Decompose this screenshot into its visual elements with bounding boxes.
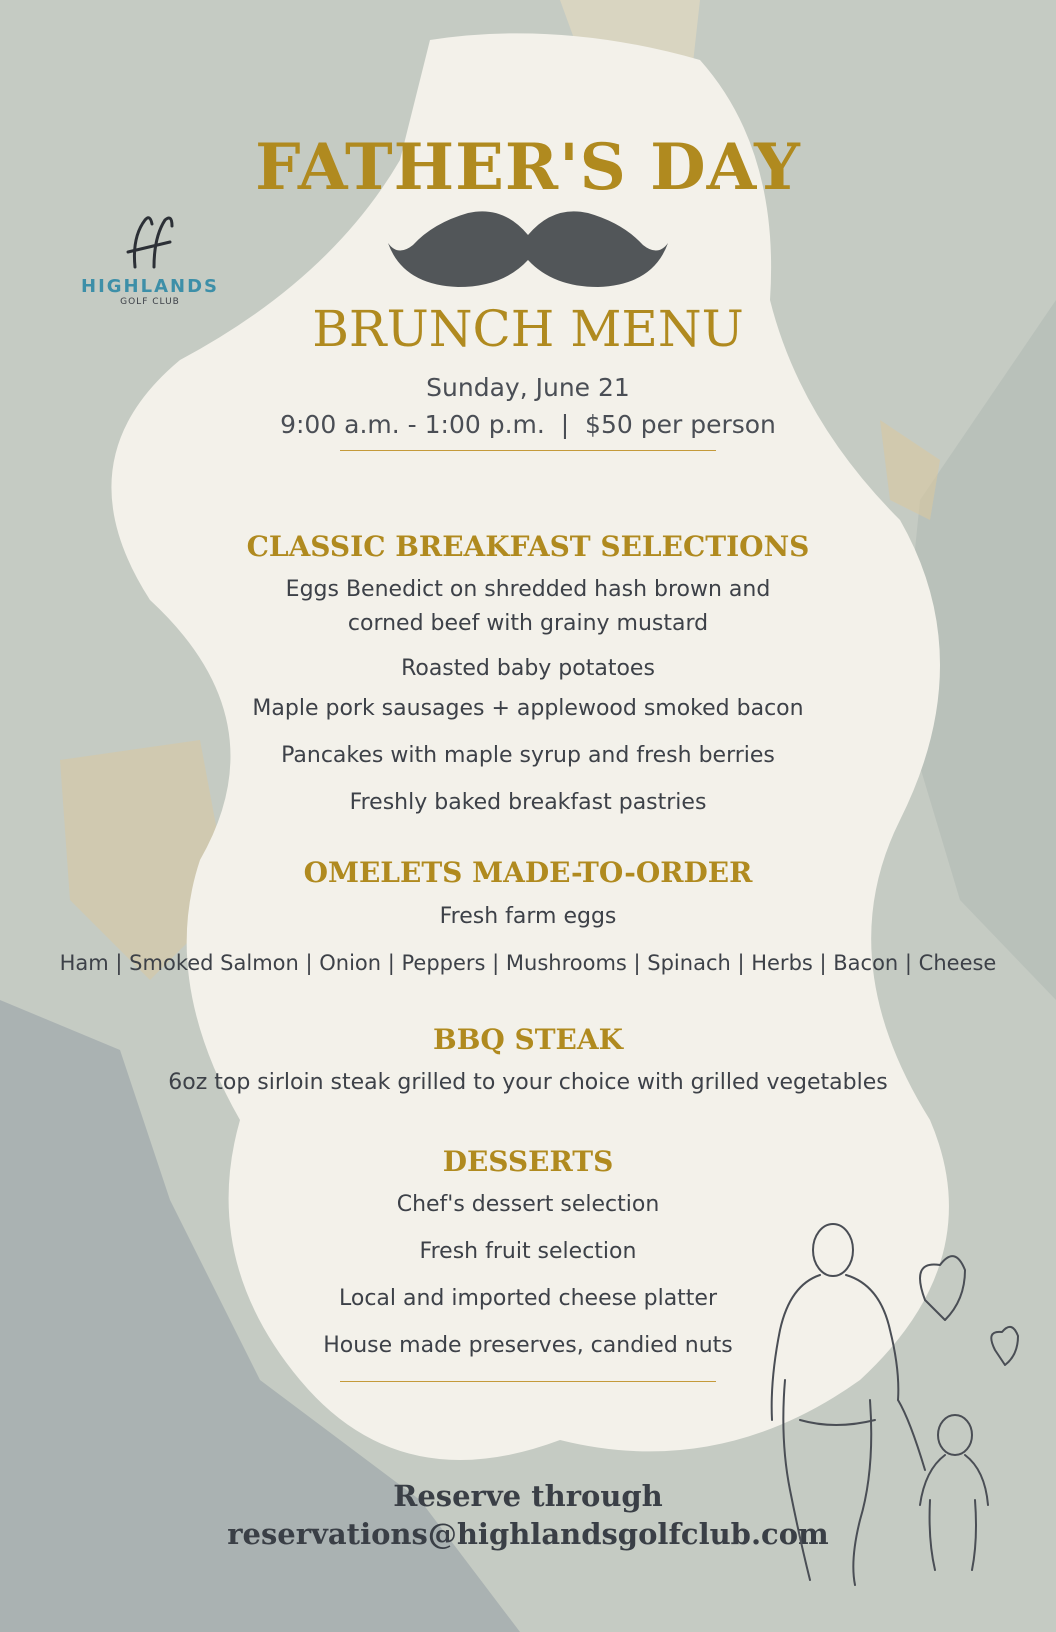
event-date: Sunday, June 21: [426, 373, 630, 402]
section-title: BBQ STEAK: [433, 1023, 623, 1056]
menu-item: Local and imported cheese platter: [338, 1286, 718, 1311]
menu-item: 6oz top sirloin steak grilled to your choice with grilled vegetables: [168, 1070, 888, 1095]
menu-item: Ham | Smoked Salmon | Onion | Peppers | Mushrooms | Spinach | Herbs | Bacon | Cheese: [59, 951, 997, 975]
reservation-email[interactable]: reservations@highlandsgolfclub.com: [227, 1517, 829, 1551]
menu-item: Freshly baked breakfast pastries: [349, 790, 707, 815]
menu-item: Eggs Benedict on shredded hash brown and: [285, 577, 771, 602]
mustache-icon: [388, 205, 668, 295]
page-title: FATHER'S DAY: [255, 130, 801, 205]
menu-item: Pancakes with maple syrup and fresh berries: [281, 743, 775, 768]
section-title: DESSERTS: [442, 1145, 614, 1178]
mustache: [0, 205, 1056, 299]
menu-item: corned beef with grainy mustard: [347, 611, 709, 636]
section-title: CLASSIC BREAKFAST SELECTIONS: [246, 530, 810, 563]
menu-item: Maple pork sausages + applewood smoked bacon: [252, 696, 804, 721]
menu-item: Fresh farm eggs: [439, 904, 617, 929]
menu-item: Chef's dessert selection: [396, 1192, 660, 1217]
event-time-price: 9:00 a.m. - 1:00 p.m. | $50 per person: [280, 410, 776, 439]
divider: [340, 450, 716, 451]
divider: [340, 1381, 716, 1382]
menu-item: Fresh fruit selection: [419, 1239, 637, 1264]
logo-name: HIGHLANDS: [81, 276, 219, 297]
menu-item: Roasted baby potatoes: [401, 656, 655, 681]
father-child-illustration: [750, 1220, 1050, 1600]
menu-item: House made preserves, candied nuts: [323, 1333, 733, 1358]
reserve-label: Reserve through: [393, 1479, 663, 1513]
section-title: OMELETS MADE-TO-ORDER: [303, 856, 753, 889]
logo-subtitle: GOLF CLUB: [120, 297, 180, 307]
page-subtitle: BRUNCH MENU: [312, 300, 744, 358]
